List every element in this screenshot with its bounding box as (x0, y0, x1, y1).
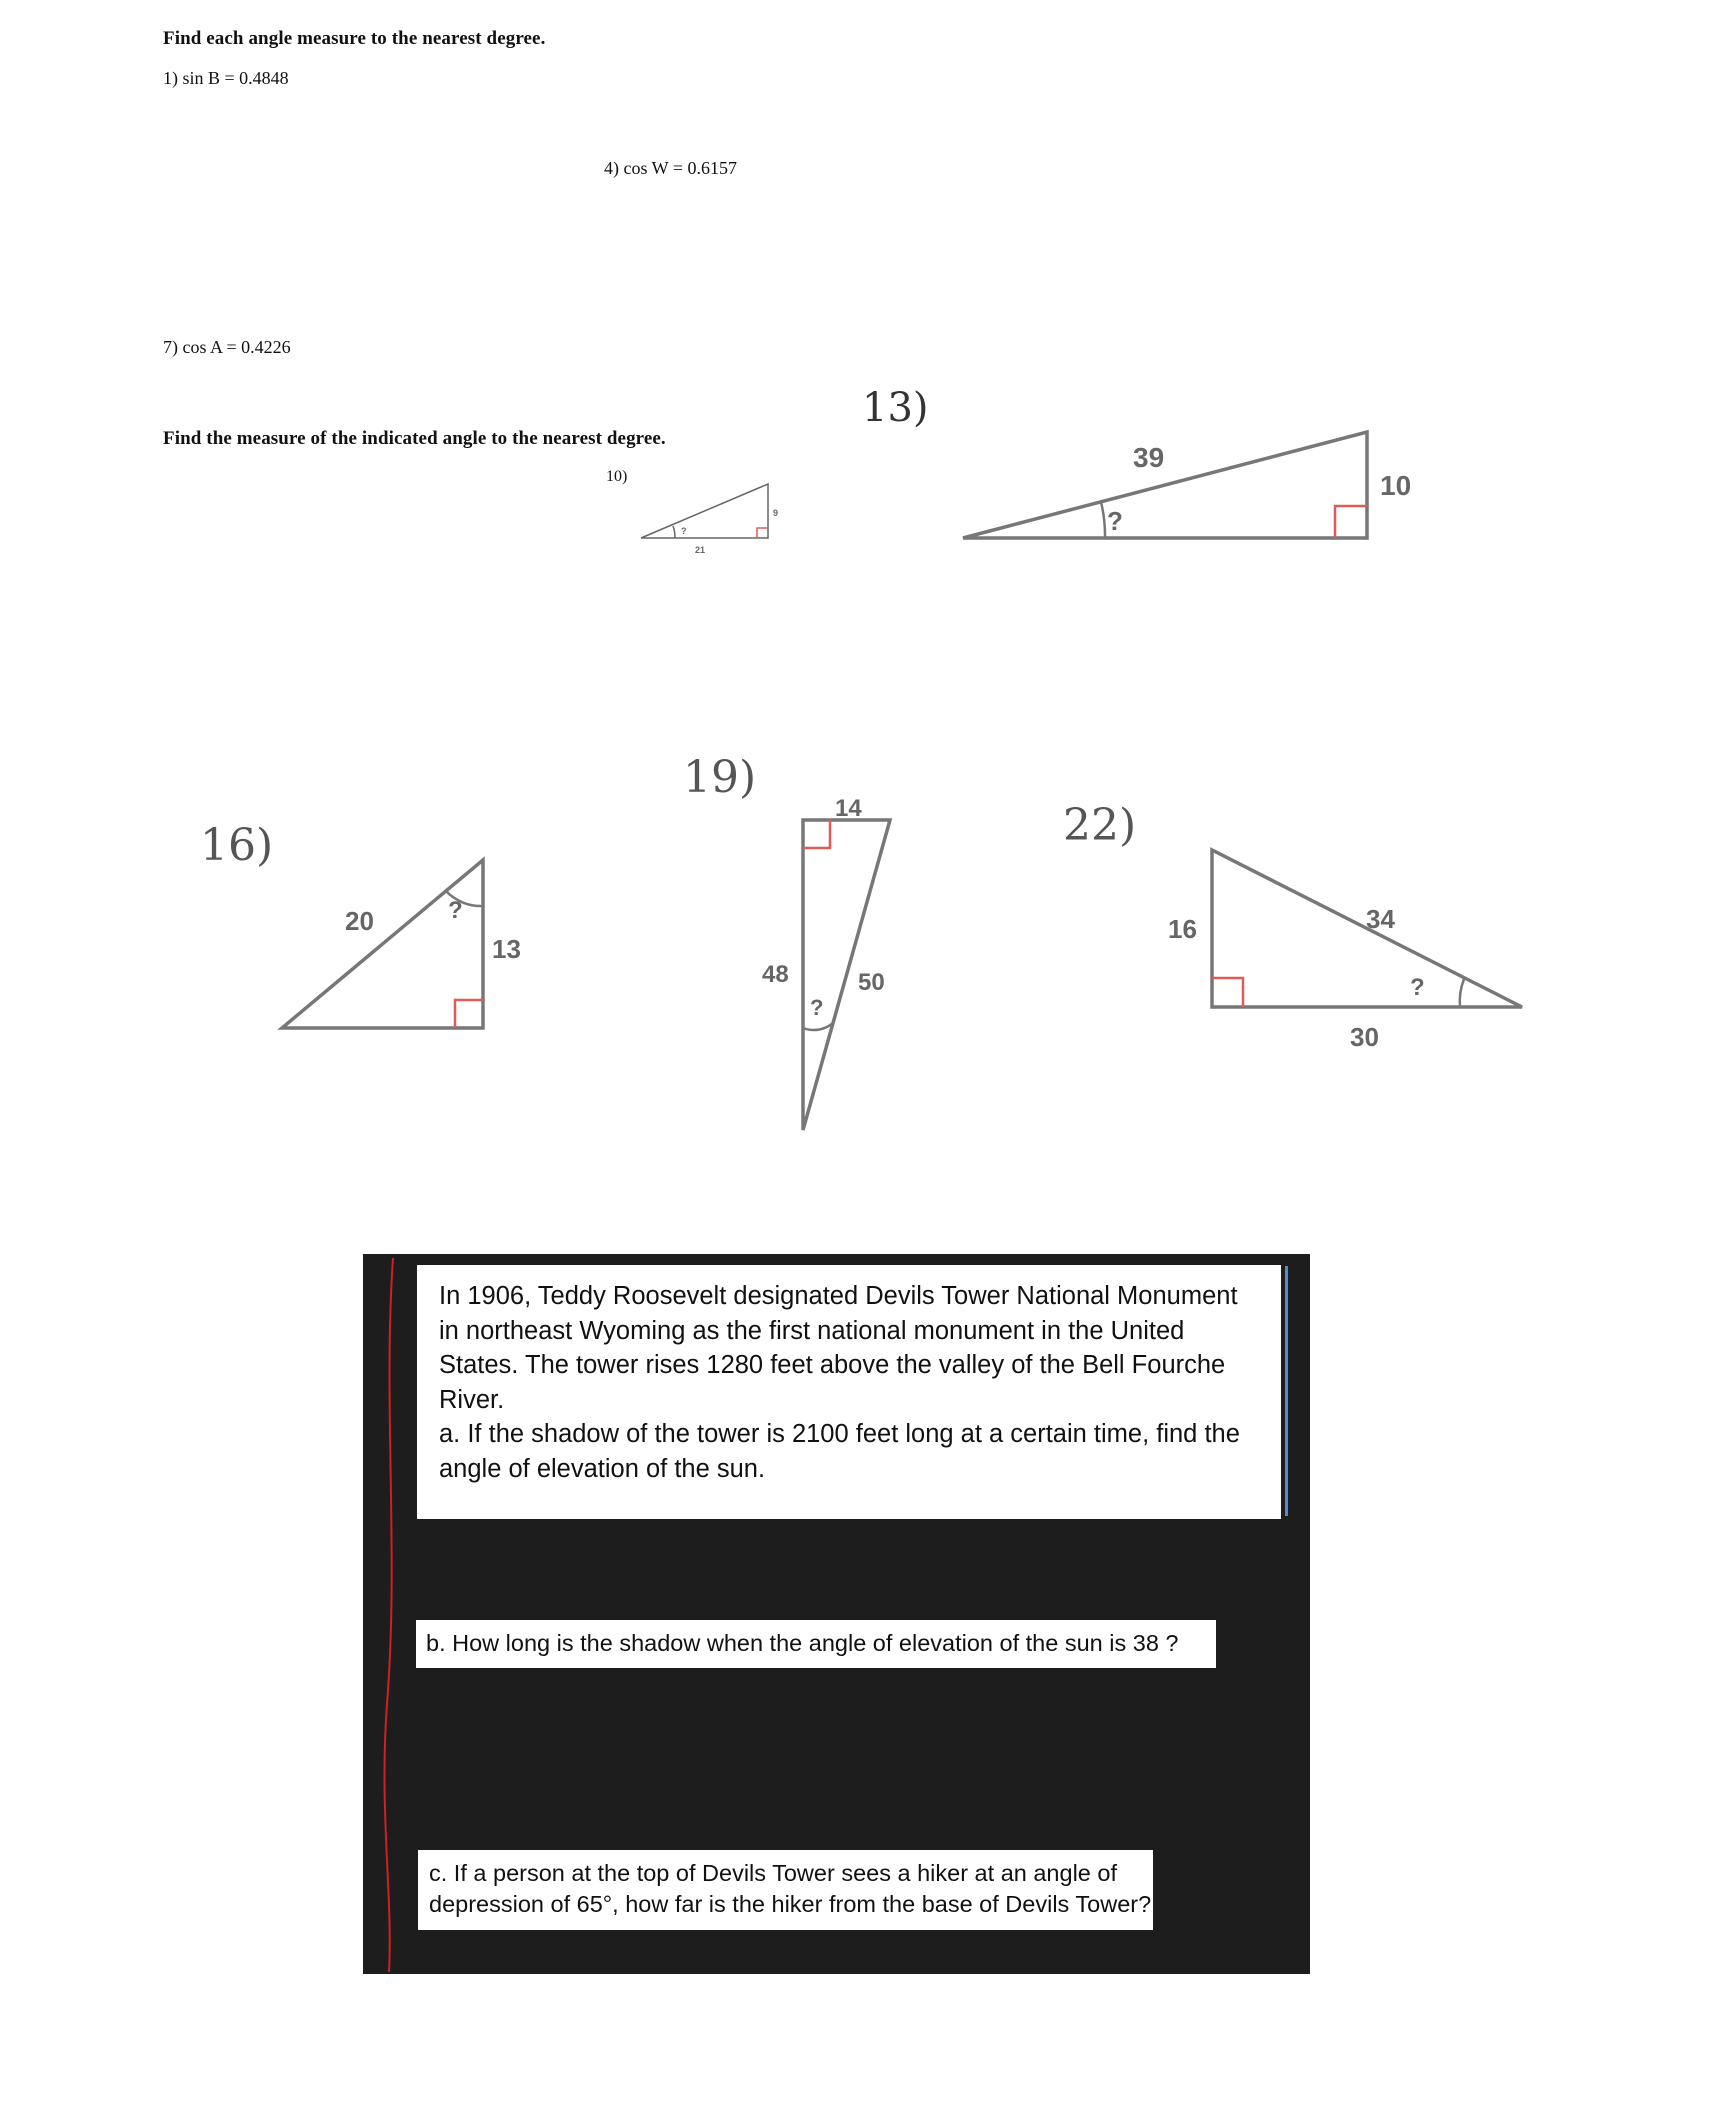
problem-19-number: 19) (683, 752, 757, 803)
problem-16-angle-label: ? (448, 897, 463, 924)
problem-7-text: cos A = 0.4226 (182, 337, 291, 357)
problem-19-hypotenuse-label: 50 (858, 969, 885, 996)
problem-22-angle-label: ? (1410, 974, 1425, 1001)
problem-19-left-label: 48 (762, 961, 789, 988)
problem-13-number: 13) (862, 385, 929, 431)
section-2-heading: Find the measure of the indicated angle to the nearest degree. (163, 428, 666, 449)
problem-10-side-b-label: 9 (773, 508, 779, 518)
question-intro-box (417, 1265, 1281, 1519)
problem-16-side-label: 13 (492, 934, 521, 964)
problem-16-hypotenuse-label: 20 (345, 906, 374, 936)
problem-7-number: 7) (163, 337, 178, 357)
problem-22-bottom-label: 30 (1350, 1022, 1379, 1052)
intro-line-4: River. (439, 1385, 505, 1414)
problem-4 (604, 158, 737, 179)
problem-1 (163, 68, 289, 89)
problem-16-number: 16) (200, 820, 274, 871)
problem-22-triangle (1160, 830, 1540, 1080)
part-a-line-2: angle of elevation of the sun. (439, 1454, 766, 1483)
problem-19-angle-label: ? (810, 995, 824, 1020)
panel-divider (1285, 1266, 1288, 1516)
problem-13-hypotenuse-label: 39 (1133, 442, 1165, 473)
part-b-text: b. How long is the shadow when the angle of elevation of the sun is 38 ? (426, 1630, 1179, 1656)
section-1-heading: Find each angle measure to the nearest degree. (163, 28, 546, 49)
problem-13-side-label: 10 (1380, 470, 1412, 501)
problem-16-triangle (270, 850, 540, 1040)
problem-1-text: sin B = 0.4848 (182, 68, 289, 88)
word-problem-panel (363, 1254, 1310, 1974)
problem-10-number: 10) (606, 468, 628, 485)
problem-19-top-label: 14 (835, 795, 862, 822)
part-c-line-2: depression of 65°, how far is the hiker from the base of Devils Tower? (429, 1891, 1152, 1917)
margin-line (363, 1254, 403, 1974)
problem-4-text: cos W = 0.6157 (623, 158, 737, 178)
problem-4-number: 4) (604, 158, 619, 178)
question-part-c-box (418, 1850, 1153, 1930)
question-part-b-box (416, 1620, 1216, 1668)
problem-13-triangle (955, 420, 1435, 550)
problem-13-angle-label: ? (1107, 506, 1123, 536)
problem-1-number: 1) (163, 68, 178, 88)
problem-19-triangle (740, 790, 920, 1140)
problem-22-hypotenuse-label: 34 (1366, 904, 1395, 934)
part-a-line-1: a. If the shadow of the tower is 2100 feet long at a certain time, find the (439, 1420, 1240, 1448)
intro-line-3: States. The tower rises 1280 feet above the valley of the Bell Fourche (439, 1351, 1226, 1379)
intro-line-1: In 1906, Teddy Roosevelt designated Devils Tower National Monument (439, 1282, 1238, 1310)
part-c-line-1: c. If a person at the top of Devils Tower sees a hiker at an angle of (429, 1860, 1117, 1886)
problem-22-number: 22) (1063, 800, 1137, 851)
problem-10-angle-label: ? (681, 526, 687, 536)
intro-line-2: in northeast Wyoming as the first national monument in the United (439, 1316, 1185, 1345)
problem-7 (163, 337, 291, 358)
problem-22-side-label: 16 (1168, 914, 1197, 944)
problem-10-side-a-label: 21 (695, 545, 706, 555)
problem-10-triangle (635, 478, 785, 558)
